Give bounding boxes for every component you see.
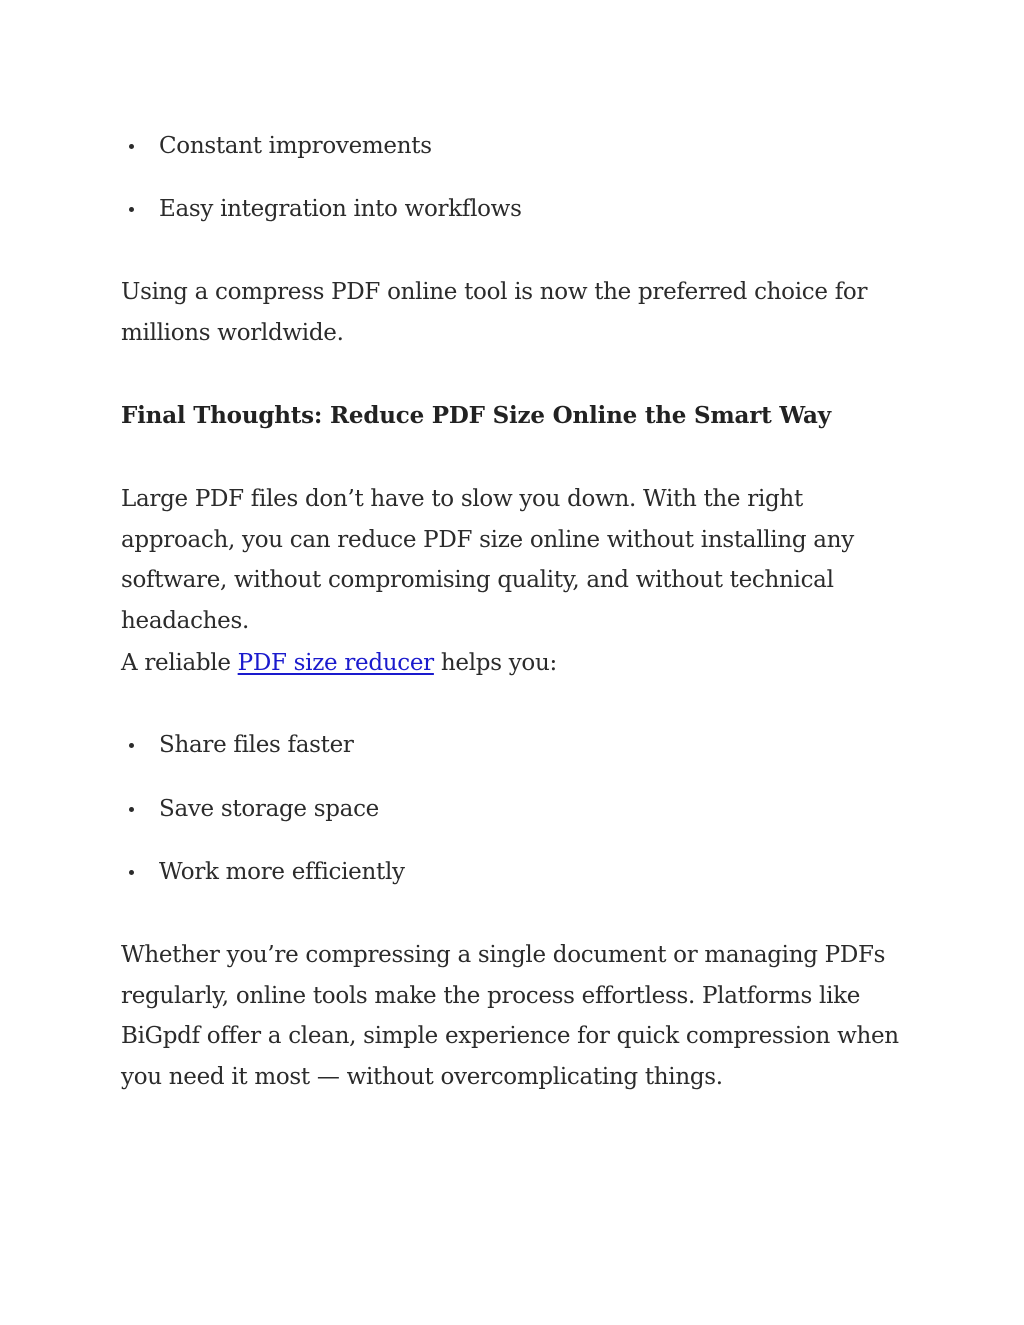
bullet-icon (129, 144, 134, 149)
bullet-icon (129, 870, 134, 875)
pdf-size-reducer-link[interactable]: PDF size reducer (237, 650, 434, 676)
bullet-icon (129, 743, 134, 748)
list-item-text: Work more efficiently (159, 859, 405, 885)
bullet-icon (129, 207, 134, 212)
paragraph-whether: Whether you’re compressing a single document or managing PDFs regularly, online tools make the process effortless. Platforms like BiGpdf offer a clean, simple experience for quick compression when you need it most — without overcomplicating things. (121, 942, 899, 1090)
paragraph-text-before-link: A reliable (121, 650, 238, 676)
paragraph-text-after-link: helps you: (433, 650, 557, 676)
list-item-text: Constant improvements (159, 133, 432, 159)
list-item-text: Easy integration into workflows (159, 196, 522, 222)
paragraph-compress-choice: Using a compress PDF online tool is now the preferred choice for millions worldwide. (121, 279, 868, 346)
paragraph-large-pdfs: Large PDF files don’t have to slow you down. With the right approach, you can reduce PDF size online without installing any software, without compromising quality, and without technical headaches. (121, 486, 854, 634)
list-item-text: Share files faster (159, 732, 354, 758)
list-item-text: Save storage space (159, 796, 379, 822)
section-heading: Final Thoughts: Reduce PDF Size Online the Smart Way (121, 402, 831, 429)
paragraph-reliable-reducer (121, 643, 911, 684)
bullet-icon (129, 807, 134, 812)
